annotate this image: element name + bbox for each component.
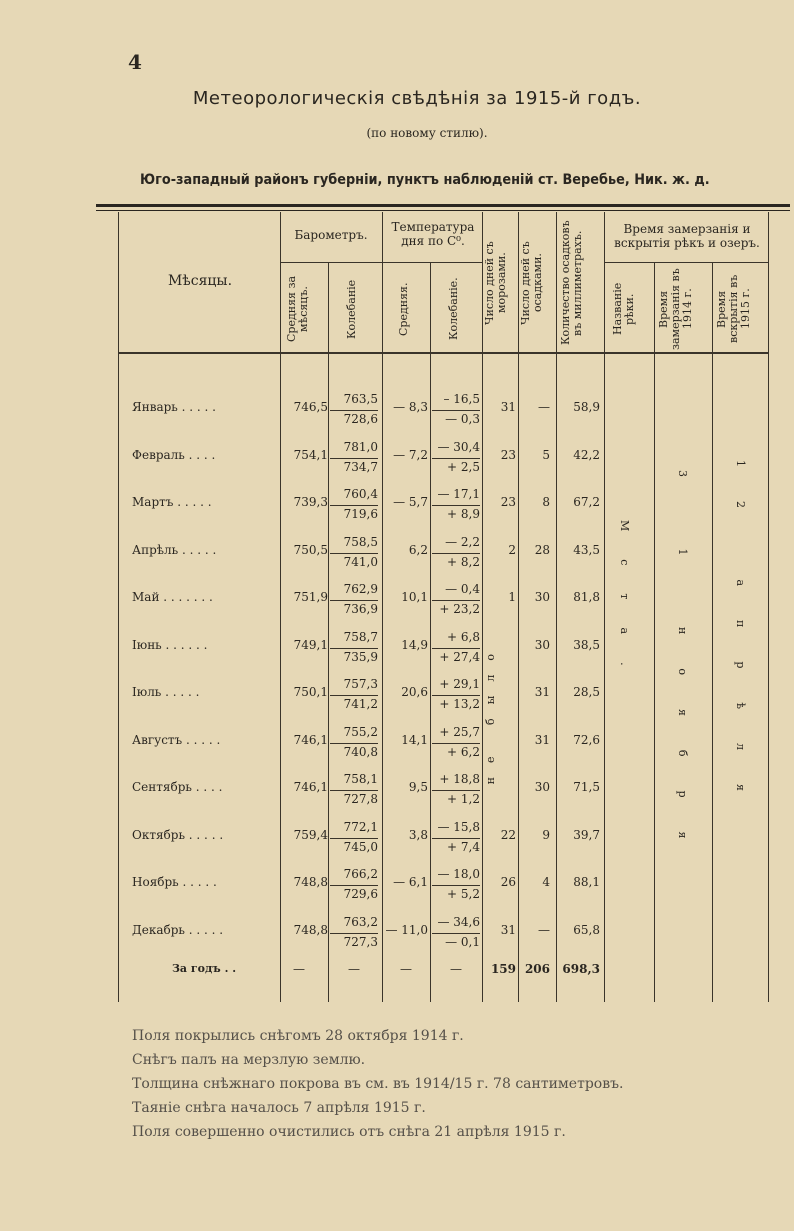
cell-temp-mean: 9,5 xyxy=(408,780,428,794)
cell-baro-lo: 735,9 xyxy=(343,649,378,664)
range-divider xyxy=(330,458,378,459)
cell-baro-mean: 746,5 xyxy=(293,400,328,414)
cell-temp-lo: — 0,3 xyxy=(445,412,480,426)
month-label: Сентябрь . . . . xyxy=(132,780,223,794)
cell-baro-hi: 763,5 xyxy=(343,392,378,406)
header-freeze-time: Время замерзанія и вскрытія рѣкъ и озеръ. xyxy=(614,222,760,250)
freeze-1914-vertical: 3 1 ноября xyxy=(676,470,689,873)
cell-baro-lo: 719,6 xyxy=(343,507,378,521)
cell-temp-lo: + 6,2 xyxy=(447,744,480,759)
header-precip-days: Число дней съ осадками. xyxy=(519,241,544,325)
totals-label: За годъ . . xyxy=(172,962,237,975)
totals-temp-range: — xyxy=(450,962,462,976)
cell-temp-hi: — 18,0 xyxy=(437,867,480,881)
header-precip-amount: Количество осадковъ въ миллиметрахъ. xyxy=(559,220,584,346)
cell-baro-mean: 746,1 xyxy=(293,732,328,747)
cell-baro-lo: 727,8 xyxy=(343,792,378,806)
cell-temp-hi: — 15,8 xyxy=(437,819,480,834)
range-divider xyxy=(330,695,378,696)
cell-baro-hi: 763,2 xyxy=(343,914,378,929)
cell-baro-mean: 748,8 xyxy=(293,922,328,937)
col-line-10 xyxy=(712,262,713,1002)
cell-temp-mean: — 8,3 xyxy=(393,400,428,414)
range-divider xyxy=(330,790,378,791)
cell-baro-mean: 754,1 xyxy=(293,447,328,462)
cell-baro-mean: 748,8 xyxy=(293,875,328,889)
cell-frost: 31 xyxy=(500,922,516,937)
month-label: Ноябрь . . . . . xyxy=(132,875,217,889)
cell-baro-lo: 728,6 xyxy=(343,412,378,426)
cell-precip-days: 4 xyxy=(542,875,550,889)
cell-baro-mean: 750,5 xyxy=(293,542,328,557)
page-title: Метеорологическія свѣдѣнія за 1915-й годъ. xyxy=(192,88,642,109)
cell-precip: 38,5 xyxy=(573,637,600,652)
cell-temp-hi: — 17,1 xyxy=(437,487,480,501)
baro-subrule xyxy=(280,262,382,263)
totals-precip-days: 206 xyxy=(524,962,550,976)
header-frost-days: Число дней съ морозами. xyxy=(483,241,508,325)
cell-baro-lo: 741,2 xyxy=(343,697,378,711)
cell-baro-hi: 762,9 xyxy=(343,582,378,596)
cell-precip-days: 30 xyxy=(534,780,550,794)
cell-precip: 67,2 xyxy=(573,495,600,509)
cell-temp-hi: + 6,8 xyxy=(447,629,480,644)
month-label: Августъ . . . . . xyxy=(132,732,221,747)
cell-temp-lo: + 5,2 xyxy=(447,887,480,901)
cell-temp-mean: — 5,7 xyxy=(393,495,428,509)
cell-temp-lo: + 1,2 xyxy=(447,792,480,806)
cell-precip: 42,2 xyxy=(573,447,600,462)
header-baro-mean: Средняя за мѣсяцъ. xyxy=(285,276,310,343)
cell-temp-hi: + 18,8 xyxy=(439,772,480,786)
totals-baro-mean: — xyxy=(293,962,305,976)
cell-temp-lo: + 2,5 xyxy=(447,459,480,474)
range-divider xyxy=(330,838,378,839)
range-divider xyxy=(432,458,480,459)
range-divider xyxy=(330,600,378,601)
cell-baro-mean: 749,1 xyxy=(293,637,328,652)
cell-precip: 81,8 xyxy=(573,590,600,604)
cell-precip-days: 30 xyxy=(534,590,550,604)
col-line-3 xyxy=(382,212,383,1002)
col-line-1 xyxy=(280,212,281,1002)
freeze-subrule xyxy=(604,262,768,263)
cell-precip-days: 9 xyxy=(542,827,550,842)
month-label: Іюнь . . . . . . xyxy=(132,637,208,652)
range-divider xyxy=(330,410,378,411)
cell-precip-days: 8 xyxy=(542,495,550,509)
range-divider xyxy=(432,838,480,839)
range-divider xyxy=(432,885,480,886)
col-line-4 xyxy=(430,262,431,1002)
cell-temp-lo: + 13,2 xyxy=(439,697,480,711)
region-line: Юго-западный районъ губерніи, пунктъ наблюденій ст. Веребье, Ник. ж. д. xyxy=(140,172,710,188)
page-subtitle: (по новому стилю). xyxy=(366,126,488,140)
range-divider xyxy=(432,505,480,506)
cell-temp-mean: — 7,2 xyxy=(393,447,428,462)
cell-temp-lo: + 8,9 xyxy=(447,507,480,521)
cell-precip: 88,1 xyxy=(573,875,600,889)
cell-frost: 26 xyxy=(500,875,516,889)
totals-temp-mean: — xyxy=(400,962,412,976)
col-line-2 xyxy=(328,262,329,1002)
cell-temp-mean: 3,8 xyxy=(408,827,428,842)
range-divider xyxy=(432,410,480,411)
range-divider xyxy=(432,553,480,554)
range-divider xyxy=(432,790,480,791)
month-label: Декабрь . . . . . xyxy=(132,922,224,937)
range-divider xyxy=(432,600,480,601)
col-line-11 xyxy=(768,212,769,1002)
cell-precip-days: 5 xyxy=(542,447,550,462)
cell-precip: 71,5 xyxy=(573,780,600,794)
cell-baro-hi: 758,5 xyxy=(343,534,378,549)
no-frost-note: не было xyxy=(484,640,497,785)
cell-temp-hi: — 34,6 xyxy=(437,914,480,929)
cell-temp-mean: — 6,1 xyxy=(393,875,428,889)
cell-precip: 58,9 xyxy=(573,400,600,414)
cell-frost: 22 xyxy=(500,827,516,842)
cell-frost: 31 xyxy=(500,400,516,414)
totals-precip: 698,3 xyxy=(562,962,600,976)
cell-temp-lo: + 27,4 xyxy=(439,649,480,664)
month-label: Іюль . . . . . xyxy=(132,685,200,699)
header-temperature: Температура дня по С⁰. xyxy=(391,220,475,248)
cell-temp-lo: + 8,2 xyxy=(447,554,480,569)
cell-temp-mean: 14,1 xyxy=(401,732,428,747)
note-1: Поля покрылись снѣгомъ 28 октября 1914 г. xyxy=(132,1028,464,1044)
header-freeze-1914: Время замерзанія въ 1914 г. xyxy=(657,268,694,350)
header-barometer: Барометръ. xyxy=(294,228,368,242)
col-line-9 xyxy=(654,262,655,1002)
range-divider xyxy=(330,933,378,934)
range-divider xyxy=(432,648,480,649)
cell-baro-mean: 739,3 xyxy=(293,495,328,509)
header-open-1915: Время вскрытія въ 1915 г. xyxy=(715,274,752,344)
note-5: Поля совершенно очистились отъ снѣга 21 апрѣля 1915 г. xyxy=(132,1124,566,1140)
cell-temp-mean: 14,9 xyxy=(401,637,428,652)
cell-precip: 39,7 xyxy=(573,827,600,842)
cell-temp-lo: + 23,2 xyxy=(439,602,480,616)
cell-frost: 1 xyxy=(508,590,516,604)
open-1915-vertical: 12 апрѣля xyxy=(734,460,747,825)
header-months: Мѣсяцы. xyxy=(167,273,233,289)
cell-temp-hi: — 0,4 xyxy=(445,582,480,596)
month-label: Январь . . . . . xyxy=(132,400,216,414)
month-label: Май . . . . . . . xyxy=(132,590,213,604)
cell-baro-hi: 766,2 xyxy=(343,867,378,881)
cell-temp-hi: – 16,5 xyxy=(443,392,480,406)
cell-baro-hi: 757,3 xyxy=(343,677,378,691)
cell-temp-mean: — 11,0 xyxy=(385,922,428,937)
cell-temp-lo: — 0,1 xyxy=(445,934,480,949)
cell-precip-days: 31 xyxy=(534,685,550,699)
note-4: Таяніе снѣга началось 7 апрѣля 1915 г. xyxy=(132,1100,426,1116)
cell-baro-hi: 755,2 xyxy=(343,724,378,739)
cell-baro-lo: 741,0 xyxy=(343,554,378,569)
cell-baro-lo: 729,6 xyxy=(343,887,378,901)
note-3: Толщина снѣжнаго покрова въ см. въ 1914/15 г. 78 сантиметровъ. xyxy=(132,1076,624,1092)
cell-temp-hi: — 30,4 xyxy=(437,439,480,454)
cell-baro-lo: 734,7 xyxy=(343,459,378,474)
page-number: 4 xyxy=(128,50,142,74)
cell-baro-hi: 758,1 xyxy=(343,772,378,786)
cell-baro-mean: 759,4 xyxy=(293,827,328,842)
month-label: Мартъ . . . . . xyxy=(132,495,212,509)
range-divider xyxy=(432,743,480,744)
cell-baro-lo: 736,9 xyxy=(343,602,378,616)
cell-baro-hi: 760,4 xyxy=(343,487,378,501)
cell-baro-hi: 781,0 xyxy=(343,439,378,454)
cell-baro-mean: 746,1 xyxy=(293,780,328,794)
temp-subrule xyxy=(382,262,482,263)
cell-temp-hi: — 2,2 xyxy=(445,534,480,549)
cell-baro-lo: 740,8 xyxy=(343,744,378,759)
water-name-vertical: Мста. xyxy=(618,520,631,694)
cell-baro-mean: 751,9 xyxy=(293,590,328,604)
header-bottom-rule xyxy=(118,352,768,354)
header-baro-range: Колебаніе xyxy=(345,279,358,339)
month-label: Февраль . . . . xyxy=(132,447,216,462)
range-divider xyxy=(432,933,480,934)
cell-precip-days: — xyxy=(538,922,550,937)
cell-precip-days: — xyxy=(538,400,550,414)
cell-baro-lo: 727,3 xyxy=(343,934,378,949)
cell-baro-hi: 772,1 xyxy=(343,819,378,834)
header-temp-mean: Средняя. xyxy=(397,282,410,336)
col-line-8 xyxy=(604,212,605,1002)
cell-precip: 65,8 xyxy=(573,922,600,937)
cell-precip: 72,6 xyxy=(573,732,600,747)
cell-temp-mean: 20,6 xyxy=(401,685,428,699)
cell-temp-mean: 10,1 xyxy=(401,590,428,604)
cell-temp-hi: + 29,1 xyxy=(439,677,480,691)
range-divider xyxy=(330,743,378,744)
top-rule xyxy=(96,204,790,207)
cell-precip-days: 28 xyxy=(534,542,550,557)
cell-baro-hi: 758,7 xyxy=(343,629,378,644)
cell-precip-days: 31 xyxy=(534,732,550,747)
range-divider xyxy=(330,505,378,506)
cell-precip: 28,5 xyxy=(573,685,600,699)
header-water-name: Названіе рѣки. xyxy=(611,282,636,336)
cell-frost: 2 xyxy=(508,542,516,557)
range-divider xyxy=(432,695,480,696)
cell-temp-hi: + 25,7 xyxy=(439,724,480,739)
totals-baro-range: — xyxy=(348,962,360,976)
note-2: Снѣгъ палъ на мерзлую землю. xyxy=(132,1052,366,1068)
top-rule-thin xyxy=(96,210,790,211)
range-divider xyxy=(330,553,378,554)
cell-temp-lo: + 7,4 xyxy=(447,839,480,854)
header-temp-range: Колебаніе. xyxy=(447,277,460,341)
month-label: Октябрь . . . . . xyxy=(132,827,224,842)
range-divider xyxy=(330,885,378,886)
range-divider xyxy=(330,648,378,649)
cell-baro-lo: 745,0 xyxy=(343,839,378,854)
month-label: Апрѣль . . . . . xyxy=(132,542,217,557)
cell-precip-days: 30 xyxy=(534,637,550,652)
cell-baro-mean: 750,1 xyxy=(293,685,328,699)
cell-temp-mean: 6,2 xyxy=(408,542,428,557)
table-border-left xyxy=(118,212,119,1002)
cell-precip: 43,5 xyxy=(573,542,600,557)
cell-frost: 23 xyxy=(500,447,516,462)
cell-frost: 23 xyxy=(500,495,516,509)
totals-frost: 159 xyxy=(490,962,516,976)
